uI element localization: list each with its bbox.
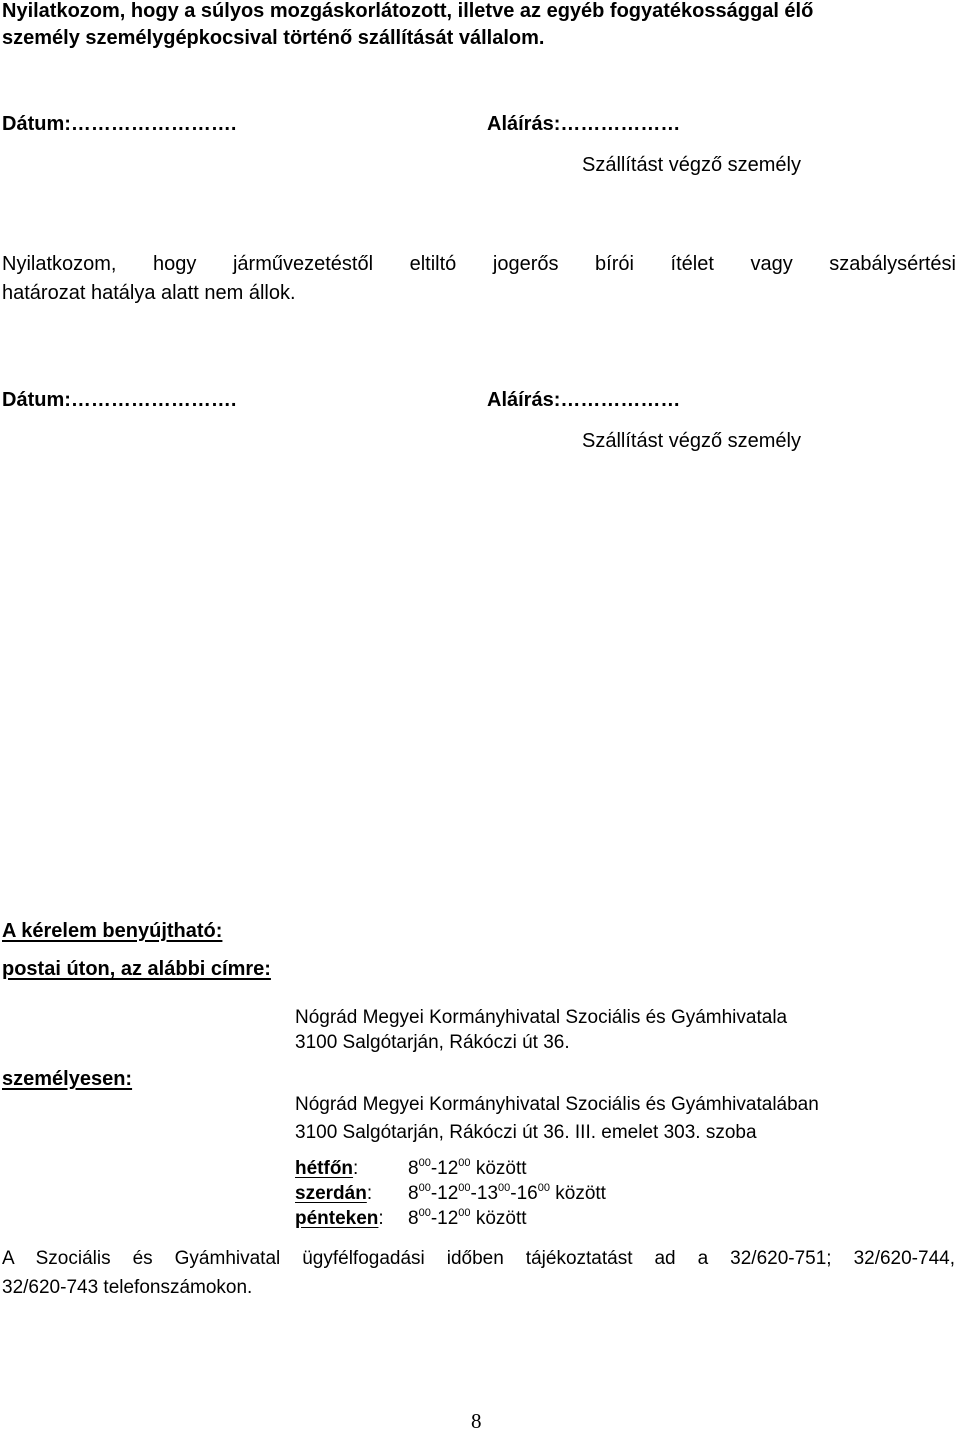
declaration-transport-line2: személy személygépkocsival történő szállítását vállalom. [2,27,545,49]
declaration-transport-line1: Nyilatkozom, hogy a súlyos mozgáskorlátozott, illetve az egyéb fogyatékossággal élő [2,0,814,22]
signature-label: Aláírás: [487,389,561,411]
hours-value: $8^{00}-12^{00}-13^{00}-16^{00}$ között [408,1182,606,1204]
signature-field-1[interactable] [487,110,680,138]
signature-field-2[interactable] [487,386,680,414]
signature-blank: ……………… [560,389,681,411]
info-line1: A Szociális és Gyámhivatal ügyfélfogadási időben tájékoztatást ad a 32/620-751; 32/620-744, [2,1248,955,1269]
date-blank: ……………………. [70,113,237,135]
submission-heading: A kérelem benyújtható: [2,920,223,942]
personal-label: személyesen: [2,1068,133,1090]
hours-value: $8^{00}-12^{00}$ között [408,1207,527,1229]
signature-blank: ……………… [560,113,681,135]
day-label: pénteken [295,1208,379,1229]
office-hours-wednesday: szerdán: $8^{00}-12^{00}-13^{00}-16^{00}$ között [295,1181,372,1207]
date-field-2[interactable] [2,386,236,414]
page-number: 8 [471,1409,482,1433]
declaration-license-line2: határozat hatálya alatt nem állok. [2,282,296,304]
postal-address: 3100 Salgótarján, Rákóczi út 36. [295,1032,570,1053]
signature-label: Aláírás: [487,113,561,135]
declaration-license-line1: Nyilatkozom, hogy járművezetéstől eltiltó jogerős bírói ítélet vagy szabálysértési [2,253,956,275]
personal-organization: Nógrád Megyei Kormányhivatal Szociális és Gyámhivatalában [295,1094,819,1115]
signature-caption-1: Szállítást végző személy [582,154,801,176]
date-label: Dátum: [2,113,71,135]
office-hours-friday: pénteken: $8^{00}-12^{00}$ között [295,1206,384,1232]
date-label: Dátum: [2,389,71,411]
postal-label: postai úton, az alábbi címre: [2,958,271,980]
postal-organization: Nógrád Megyei Kormányhivatal Szociális és Gyámhivatala [295,1007,788,1028]
office-hours-monday: hétfőn: $8^{00}-12^{00}$ között [295,1156,358,1182]
hours-value: $8^{00}-12^{00}$ között [408,1157,527,1179]
signature-caption-2: Szállítást végző személy [582,430,801,452]
personal-address: 3100 Salgótarján, Rákóczi út 36. III. emelet 303. szoba [295,1122,757,1143]
date-field-1[interactable] [2,110,236,138]
info-line2: 32/620-743 telefonszámokon. [2,1277,253,1298]
day-label: hétfőn [295,1158,354,1179]
day-label: szerdán [295,1183,367,1204]
date-blank: ……………………. [70,389,237,411]
